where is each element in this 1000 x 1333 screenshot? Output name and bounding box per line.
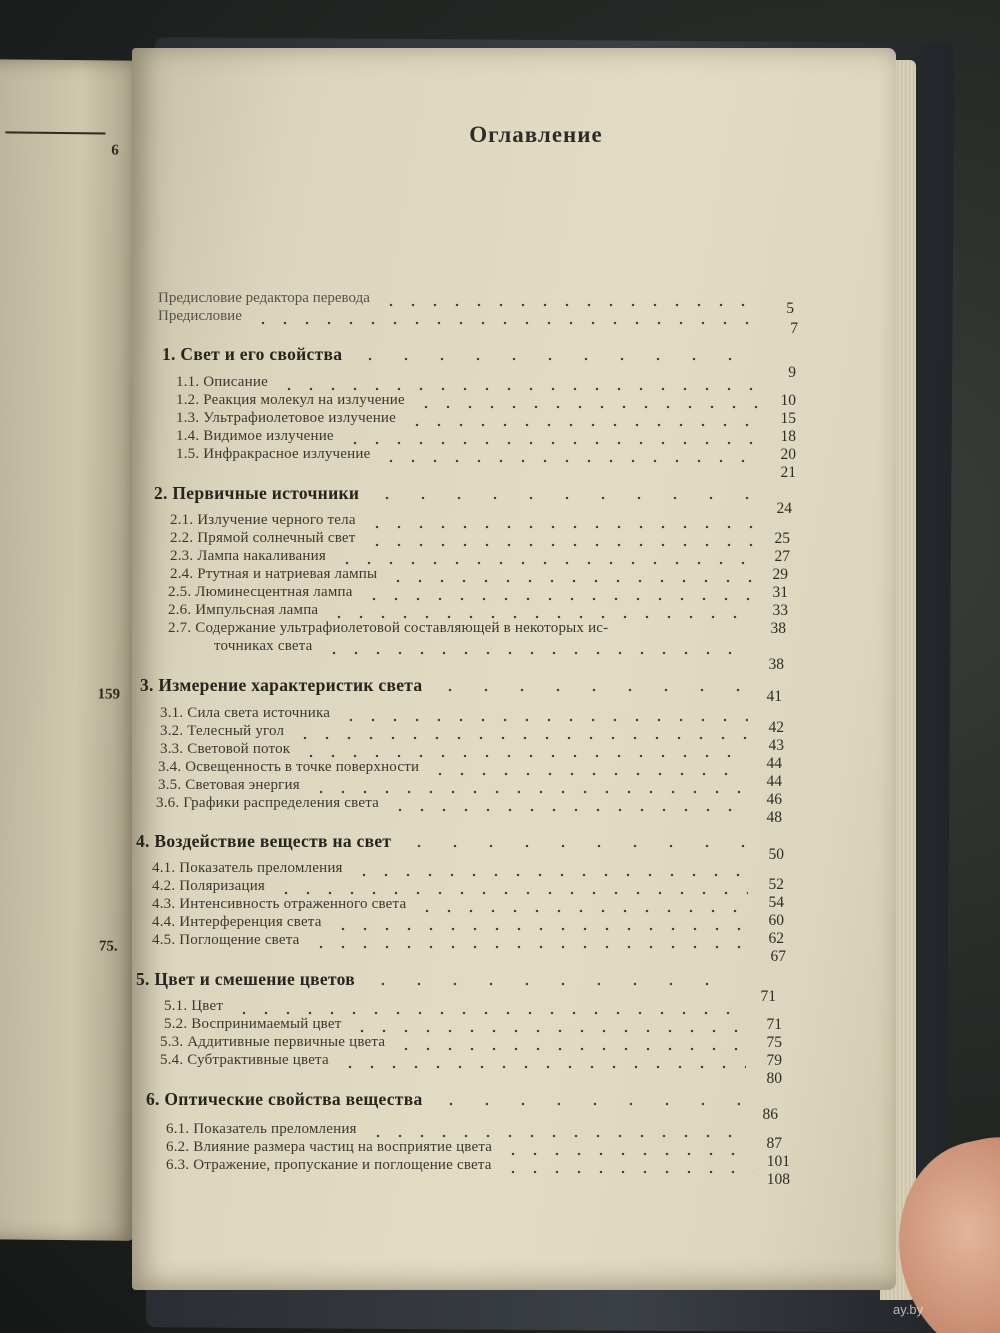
leader-dots — [351, 1029, 746, 1033]
toc-page-number: 86 — [762, 1106, 778, 1123]
toc-page-number: 79 — [766, 1052, 782, 1069]
leader-dots — [366, 525, 754, 529]
toc-chapter-title: 6. Оптические свойства вещества — [146, 1089, 423, 1109]
toc-page-number: 71 — [766, 1016, 782, 1033]
toc-page-number: 42 — [768, 719, 784, 736]
toc-page-number: 5 — [786, 300, 794, 317]
leader-dots — [363, 597, 752, 601]
leader-dots — [332, 927, 748, 931]
toc-entry-label: 5.3. Аддитивные первичные цвета — [160, 1034, 386, 1050]
toc-entry-label: 3.1. Сила света источника — [160, 705, 331, 721]
leader-dots — [339, 1065, 746, 1069]
toc-entry-label: 3.5. Световая энергия — [158, 777, 300, 793]
leader-dots — [233, 1011, 746, 1015]
toc-entry-label: Предисловие редактора перевода — [158, 290, 370, 306]
toc-entry-label: 4.5. Поглощение света — [152, 932, 300, 948]
toc-entry-label: 1.2. Реакция молекул на излучение — [176, 392, 405, 408]
leader-dots — [401, 844, 748, 848]
toc-page-number: 31 — [772, 584, 788, 601]
toc-entry-label: 2.2. Прямой солнечный свет — [170, 530, 356, 546]
leader-dots — [380, 303, 758, 307]
toc-entry-label: 6.2. Влияние размера частиц на восприятие цвета — [166, 1139, 493, 1155]
toc-entry-label: 5.4. Субтрактивные цвета — [160, 1052, 329, 1068]
toc-chapter-title: 5. Цвет и смешение цветов — [136, 969, 355, 989]
toc-page — [132, 48, 896, 1290]
toc-page-number: 27 — [774, 548, 790, 565]
toc-page-number: 7 — [790, 320, 798, 337]
left-page-number: 75. — [98, 938, 118, 955]
leader-dots — [367, 1134, 746, 1138]
toc-page-number: 44 — [766, 773, 782, 790]
leader-dots — [432, 688, 746, 692]
toc-page-number: 10 — [780, 392, 796, 409]
left-page-number: 159 — [97, 686, 121, 703]
toc-entry-label: 3.4. Освещенность в точке поверхности — [158, 759, 420, 775]
leader-dots — [389, 808, 746, 812]
left-page-number: 6 — [111, 142, 119, 159]
toc-page-number: 108 — [766, 1171, 790, 1188]
leader-dots — [429, 772, 746, 776]
leader-dots — [328, 615, 750, 619]
toc-page-number: 44 — [766, 755, 782, 772]
toc-entry-label: Предисловие — [158, 308, 242, 324]
toc-page-number: 20 — [780, 446, 796, 463]
leader-dots — [300, 754, 746, 758]
toc-entry-label-continued: точниках света — [214, 638, 313, 654]
left-book-page — [0, 59, 146, 1241]
toc-page-number: 15 — [780, 410, 796, 427]
toc-page-number: 38 — [768, 656, 784, 673]
leader-dots — [252, 321, 762, 325]
toc-page-number: 18 — [780, 428, 796, 445]
leader-dots — [323, 651, 748, 655]
leader-dots — [416, 909, 748, 913]
toc-page-number: 80 — [766, 1070, 782, 1087]
leader-dots — [369, 496, 756, 500]
toc-entry-label: 2.4. Ртутная и натриевая лампы — [170, 566, 378, 582]
leader-dots — [433, 1102, 742, 1106]
leader-dots — [406, 423, 760, 427]
left-page-rule — [5, 131, 105, 134]
leader-dots — [344, 441, 760, 445]
toc-page-number: 48 — [766, 809, 782, 826]
leader-dots — [352, 357, 760, 361]
leader-dots — [415, 405, 760, 409]
toc-chapter-title: 3. Измерение характеристик света — [140, 675, 423, 695]
toc-entry-label: 5.2. Воспринимаемый цвет — [164, 1016, 342, 1032]
leader-dots — [278, 387, 760, 391]
toc-entry-label: 2.7. Содержание ультрафиолетовой составляющей в некоторых ис- — [168, 620, 609, 636]
toc-entry-label: 2.3. Лампа накаливания — [170, 548, 326, 564]
toc-page-number: 24 — [776, 500, 792, 517]
toc-entry-label: 3.3. Световой поток — [160, 741, 291, 757]
toc-entry-label: 4.3. Интенсивность отраженного света — [152, 896, 407, 912]
toc-page-number: 41 — [766, 688, 782, 705]
toc-page-number: 38 — [770, 620, 786, 637]
toc-page-number: 25 — [774, 530, 790, 547]
leader-dots — [353, 873, 748, 877]
toc-page-number: 33 — [772, 602, 788, 619]
toc-page-number: 101 — [766, 1153, 790, 1170]
toc-entry-label: 1.4. Видимое излучение — [176, 428, 334, 444]
leader-dots — [395, 1047, 746, 1051]
toc-entry-label: 4.1. Показатель преломления — [152, 860, 343, 876]
toc-entry-label: 3.6. Графики распределения света — [156, 795, 379, 811]
watermark: ay.by — [893, 1302, 924, 1317]
leader-dots — [310, 790, 746, 794]
leader-dots — [310, 945, 750, 949]
leader-dots — [380, 459, 760, 463]
toc-entry-label: 5.1. Цвет — [164, 998, 224, 1014]
toc-entry-label: 1.1. Описание — [176, 374, 268, 390]
toc-entry-label: 6.1. Показатель преломления — [166, 1121, 357, 1137]
toc-entry-label: 2.6. Импульсная лампа — [168, 602, 319, 618]
toc-page-number: 67 — [770, 948, 786, 965]
toc-entry-label: 1.3. Ультрафиолетовое излучение — [176, 410, 397, 426]
toc-entry-label: 2.5. Люминесцентная лампа — [168, 584, 353, 600]
toc-page-number: 54 — [768, 894, 784, 911]
toc-page-number: 21 — [780, 464, 796, 481]
toc-chapter-title: 2. Первичные источники — [154, 483, 360, 503]
toc-page-number: 29 — [772, 566, 788, 583]
toc-page-number: 60 — [768, 912, 784, 929]
toc-page-number: 50 — [768, 846, 784, 863]
leader-dots — [294, 736, 748, 740]
toc-page-number: 46 — [766, 791, 782, 808]
leader-dots — [365, 982, 740, 986]
toc-page-number: 87 — [766, 1135, 782, 1152]
toc-entry-label: 4.4. Интерференция света — [152, 914, 322, 930]
leader-dots — [387, 579, 752, 583]
toc-chapter-title: 4. Воздействие веществ на свет — [136, 831, 392, 851]
toc-page-number: 75 — [766, 1034, 782, 1051]
leader-dots — [275, 891, 748, 895]
toc-page-number: 9 — [788, 364, 796, 381]
toc-entry-label: 2.1. Излучение черного тела — [170, 512, 356, 528]
toc-entry-label: 3.2. Телесный угол — [160, 723, 285, 739]
leader-dots — [502, 1170, 754, 1174]
toc-page-number: 71 — [760, 988, 776, 1005]
toc-entry-label: 6.3. Отражение, пропускание и поглощение света — [166, 1157, 492, 1173]
toc-page-number: 43 — [768, 737, 784, 754]
toc-page-number: 62 — [768, 930, 784, 947]
leader-dots — [502, 1152, 754, 1156]
page-title: Оглавление — [469, 122, 603, 147]
toc-entry-label: 1.5. Инфракрасное излучение — [176, 446, 371, 462]
toc-chapter-title: 1. Свет и его свойства — [162, 344, 343, 364]
leader-dots — [336, 561, 752, 565]
toc-entry-label: 4.2. Поляризация — [152, 878, 266, 894]
leader-dots — [366, 543, 754, 547]
toc-page-number: 52 — [768, 876, 784, 893]
leader-dots — [340, 718, 748, 722]
